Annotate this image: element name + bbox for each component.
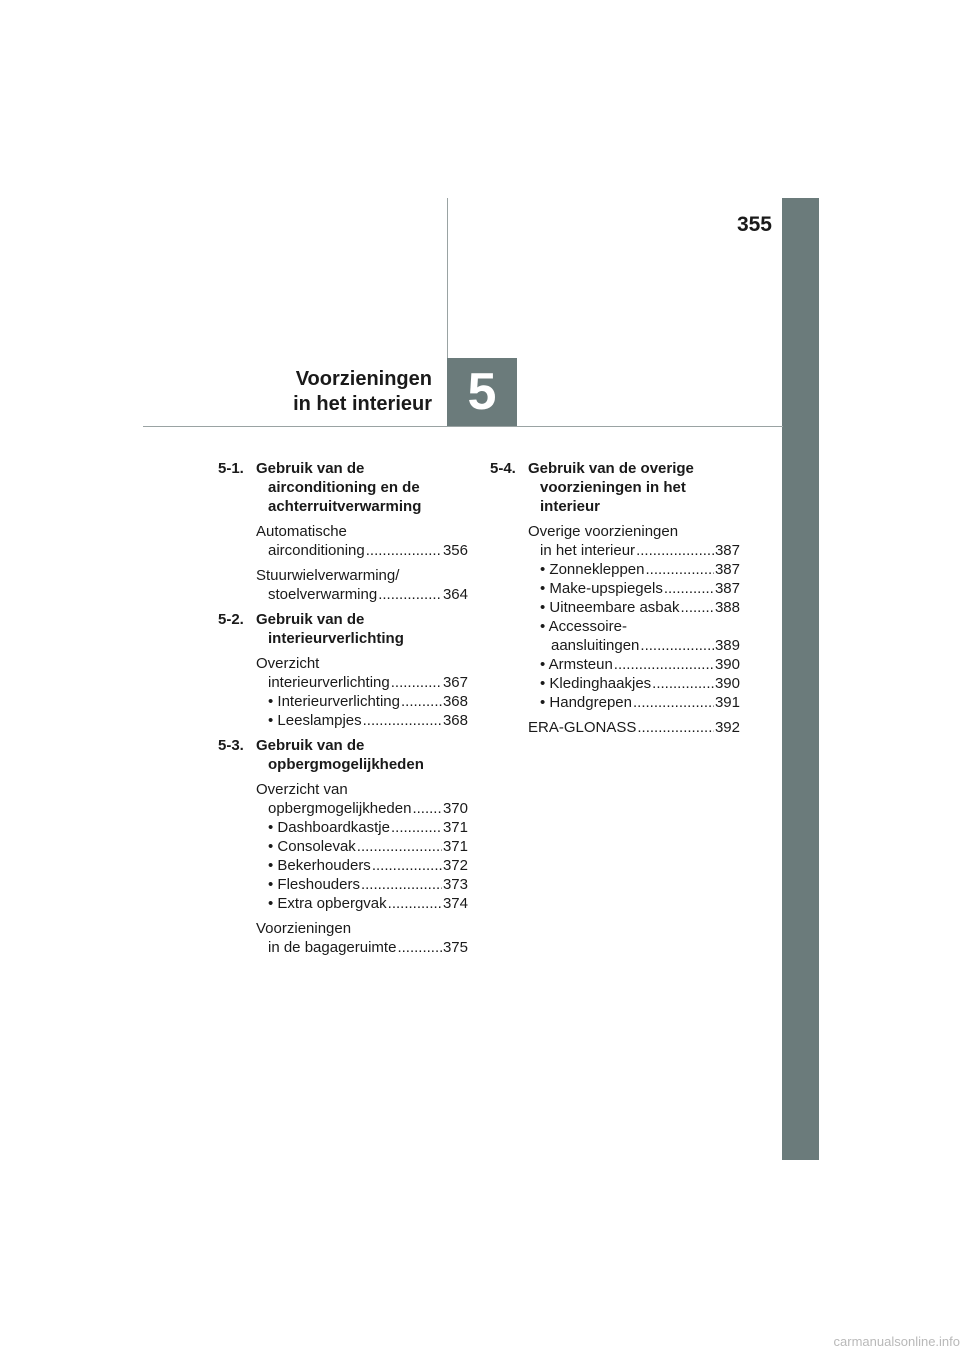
section-title-line: Gebruik van de xyxy=(256,737,365,754)
chapter-title-line: Voorzieningen xyxy=(295,368,432,390)
sub-entry-text: • Armsteun xyxy=(540,656,613,673)
entry-title-line: in het interieur xyxy=(540,542,636,559)
toc-sub-entry[interactable] xyxy=(528,598,740,617)
section-heading[interactable] xyxy=(218,459,468,516)
toc-sub-entry[interactable] xyxy=(256,818,468,837)
page-ref: 368 xyxy=(442,693,468,710)
entry-title-line: Voorzieningen xyxy=(256,920,352,937)
sub-entry-text: • Handgrepen xyxy=(540,694,632,711)
page-ref: 387 xyxy=(714,542,740,559)
sub-entry-text: • Zonnekleppen xyxy=(540,561,645,578)
chapter-title-line: in het interieur xyxy=(293,393,432,415)
page-ref: 356 xyxy=(442,542,468,559)
entry-title-line: airconditioning xyxy=(268,542,365,559)
page-ref: 387 xyxy=(714,580,740,597)
chapter-title xyxy=(240,367,432,417)
page-ref: 373 xyxy=(442,876,468,893)
dot-leader xyxy=(366,541,442,560)
page-ref: 371 xyxy=(442,819,468,836)
chapter-number-box xyxy=(447,358,517,426)
section-number: 5-1. xyxy=(218,460,244,477)
dot-leader xyxy=(652,674,714,693)
sub-entry-text: • Accessoire- xyxy=(540,618,627,635)
section-title-line: Gebruik van de xyxy=(256,460,365,477)
sub-entry-text: • Dashboardkastje xyxy=(268,819,390,836)
toc-section-5-1 xyxy=(218,459,468,604)
toc-sub-entry[interactable] xyxy=(256,692,468,711)
section-title-line: airconditioning en de xyxy=(268,479,420,496)
section-title-line: Gebruik van de xyxy=(256,611,365,628)
toc-sub-entry[interactable] xyxy=(256,856,468,875)
entry-title-line: ERA-GLONASS xyxy=(528,719,637,736)
toc-entry[interactable] xyxy=(256,654,468,730)
entry-title-line: Overzicht van xyxy=(256,781,348,798)
page-ref: 388 xyxy=(714,599,740,616)
dot-leader xyxy=(388,894,442,913)
dot-leader xyxy=(361,875,442,894)
dot-leader xyxy=(372,856,442,875)
dot-leader xyxy=(636,541,714,560)
toc-entry[interactable] xyxy=(256,780,468,913)
section-title-line: interieur xyxy=(540,498,601,515)
page-ref: 390 xyxy=(714,656,740,673)
toc-entry[interactable] xyxy=(528,522,740,712)
page-ref: 364 xyxy=(442,586,468,603)
entry-title-line: Automatische xyxy=(256,523,347,540)
sub-entry-text: • Bekerhouders xyxy=(268,857,371,874)
section-title-line: opbergmogelijkheden xyxy=(268,756,424,773)
page-ref: 389 xyxy=(714,637,740,654)
toc-sub-entry[interactable] xyxy=(256,711,468,730)
sub-entry-text: • Make-upspiegels xyxy=(540,580,663,597)
section-title-line: interieurverlichting xyxy=(268,630,404,647)
dot-leader xyxy=(637,718,714,737)
toc-sub-entry[interactable] xyxy=(528,655,740,674)
toc-entry[interactable] xyxy=(256,919,468,957)
page-ref: 374 xyxy=(442,895,468,912)
toc-sub-entry[interactable] xyxy=(256,894,468,913)
page-ref: 371 xyxy=(442,838,468,855)
toc-right-column xyxy=(490,459,740,743)
section-title-line: Gebruik van de overige xyxy=(528,460,694,477)
section-number: 5-3. xyxy=(218,737,244,754)
header-horizontal-rule xyxy=(143,426,783,427)
entry-title-line: opbergmogelijkheden xyxy=(268,800,412,817)
section-heading[interactable] xyxy=(218,736,468,774)
toc-section-5-4 xyxy=(490,459,740,737)
page-ref: 391 xyxy=(714,694,740,711)
page-ref: 372 xyxy=(442,857,468,874)
page-ref: 375 xyxy=(442,939,468,956)
toc-left-column xyxy=(218,459,468,963)
header-vertical-rule xyxy=(447,198,448,358)
dot-leader xyxy=(614,655,714,674)
section-heading[interactable] xyxy=(218,610,468,648)
sub-entry-text: • Fleshouders xyxy=(268,876,360,893)
toc-entry[interactable] xyxy=(256,566,468,604)
entry-title-line: stoelverwarming xyxy=(268,586,378,603)
toc-section-5-2 xyxy=(218,610,468,730)
dot-leader xyxy=(640,636,714,655)
dot-leader xyxy=(633,693,714,712)
toc-section-5-3 xyxy=(218,736,468,957)
page-ref: 392 xyxy=(714,719,740,736)
dot-leader xyxy=(378,585,442,604)
dot-leader xyxy=(646,560,714,579)
page-ref: 368 xyxy=(442,712,468,729)
page-number: 355 xyxy=(736,213,772,236)
entry-title-line: in de bagageruimte xyxy=(268,939,397,956)
dot-leader xyxy=(391,818,442,837)
entry-title-line: interieurverlichting xyxy=(268,674,390,691)
chapter-side-tab xyxy=(782,198,819,1160)
dot-leader xyxy=(357,837,442,856)
page-ref: 370 xyxy=(442,800,468,817)
toc-sub-entry[interactable] xyxy=(528,617,740,655)
watermark-text: carmanualsonline.info xyxy=(833,1334,960,1349)
chapter-number: 5 xyxy=(467,363,497,421)
section-number: 5-2. xyxy=(218,611,244,628)
page-ref: 387 xyxy=(714,561,740,578)
toc-sub-entry[interactable] xyxy=(256,837,468,856)
dot-leader xyxy=(397,938,442,957)
page-ref: 367 xyxy=(442,674,468,691)
toc-sub-entry[interactable] xyxy=(528,560,740,579)
sub-entry-text: • Interieurverlichting xyxy=(268,693,400,710)
sub-entry-text: • Consolevak xyxy=(268,838,356,855)
section-title-line: voorzieningen in het xyxy=(540,479,686,496)
entry-title-line: Overige voorzieningen xyxy=(528,523,679,540)
toc-sub-entry[interactable] xyxy=(528,674,740,693)
sub-entry-text: • Kledinghaakjes xyxy=(540,675,652,692)
toc-sub-entry[interactable] xyxy=(256,875,468,894)
sub-entry-text: aansluitingen xyxy=(551,637,640,654)
dot-leader xyxy=(412,799,442,818)
page-ref: 390 xyxy=(714,675,740,692)
section-title-line: achterruitverwarming xyxy=(268,498,422,515)
entry-title-line: Stuurwielverwarming/ xyxy=(256,567,400,584)
dot-leader xyxy=(401,692,442,711)
entry-title-line: Overzicht xyxy=(256,655,320,672)
sub-entry-text: • Extra opbergvak xyxy=(268,895,387,912)
toc-sub-entry[interactable] xyxy=(528,579,740,598)
toc-sub-entry[interactable] xyxy=(528,693,740,712)
sub-entry-text: • Uitneembare asbak xyxy=(540,599,680,616)
section-heading[interactable] xyxy=(490,459,740,516)
dot-leader xyxy=(664,579,714,598)
dot-leader xyxy=(681,598,714,617)
section-number: 5-4. xyxy=(490,460,516,477)
sub-entry-text: • Leeslampjes xyxy=(268,712,362,729)
toc-entry[interactable] xyxy=(256,522,468,560)
toc-entry[interactable] xyxy=(528,718,740,737)
dot-leader xyxy=(391,673,442,692)
dot-leader xyxy=(363,711,442,730)
